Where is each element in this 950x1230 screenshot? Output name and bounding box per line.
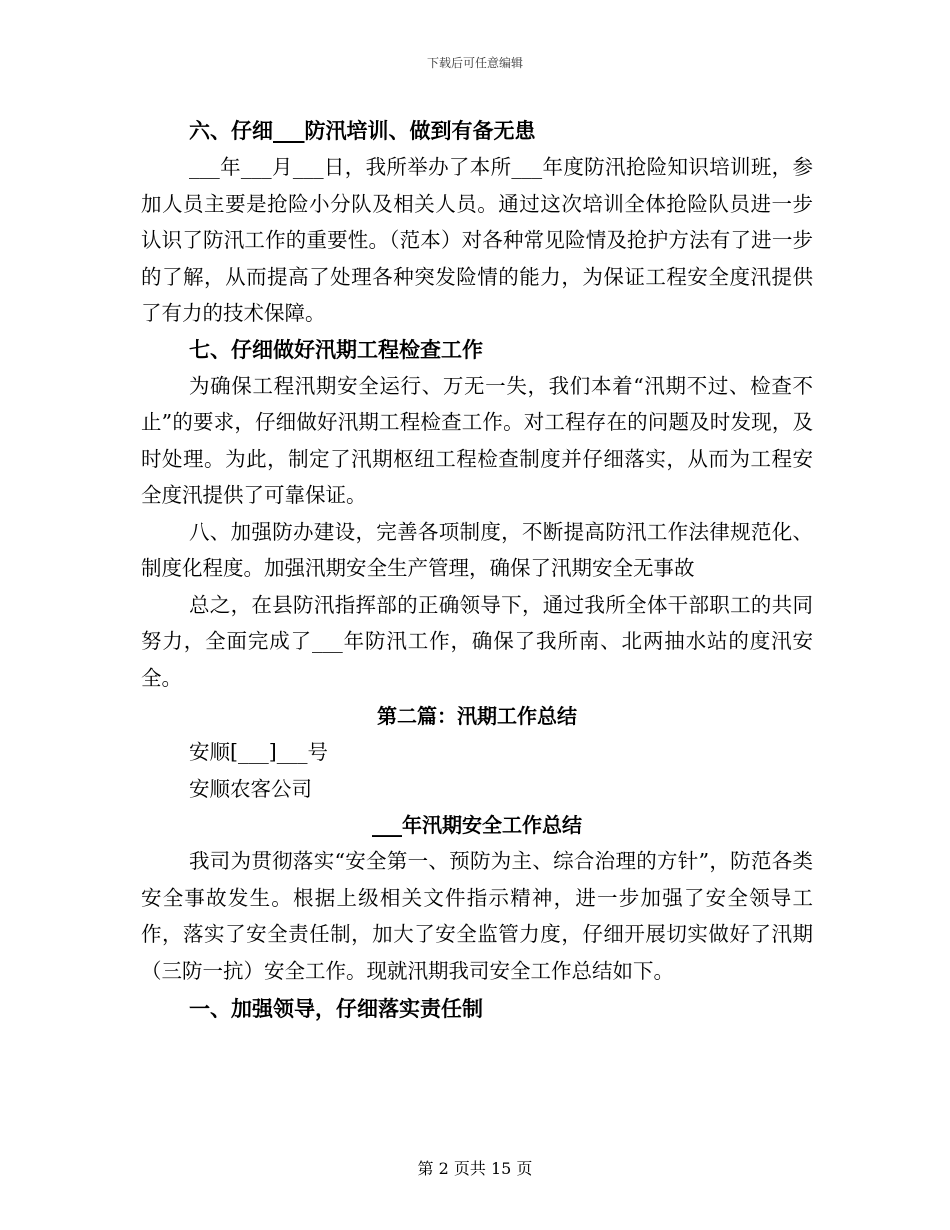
part-2-heading-1: 一、加强领导，仔细落实责任制: [189, 997, 483, 1021]
document-number: 安顺[___]___号: [189, 740, 328, 764]
part-2-title: 第二篇：汛期工作总结: [377, 704, 577, 728]
section-7-paragraph: 为确保工程汛期安全运行、万无一失，我们本着“汛期不过、检查不止”的要求，仔细做好汛期工程检查工作。对工程存在的问题及时发现，及时处理。为此，制定了汛期枢纽工程检查制度并仔细落实，从而为工程安全度汛提供了可靠保证。: [141, 373, 813, 507]
section-6-heading: 六、仔细___防汛培训、做到有备无患: [189, 119, 536, 143]
page-header: 下载后可任意编辑: [426, 56, 523, 70]
intro-paragraph: 我司为贯彻落实“安全第一、预防为主、综合治理的方针”，防范各类安全事故发生。根据上级相关文件指示精神，进一步加强了安全领导工作，落实了安全责任制，加大了安全监管力度，仔细开展切实做好了汛期（三防一抗）安全工作。现就汛期我司安全工作总结如下。: [141, 849, 813, 983]
page-footer: 第 2 页共 15 页: [417, 1159, 533, 1178]
document-body: [141, 113, 813, 1027]
company-name: 安顺农客公司: [189, 776, 312, 801]
conclusion-paragraph: 总之，在县防汛指挥部的正确领导下，通过我所全体干部职工的共同努力，全面完成了___年防汛工作，确保了我所南、北两抽水站的度汛安全。: [141, 592, 813, 690]
section-7-heading: 七、仔细做好汛期工程检查工作: [189, 337, 483, 362]
report-subtitle: ___年汛期安全工作总结: [372, 813, 582, 837]
section-8-paragraph: 八、加强防办建设，完善各项制度，不断提高防汛工作法律规范化、制度化程度。加强汛期安全生产管理，确保了汛期安全无事故: [141, 519, 813, 580]
section-6-paragraph: ___年___月___日，我所举办了本所___年度防汛抢险知识培训班，参加人员主要是抢险小分队及相关人员。通过这次培训全体抢险队员进一步认识了防汛工作的重要性。（范本）对各种常见险情及抢护方法有了进一步的了解，从而提高了处理各种突发险情的能力，为保证工程安全度汛提供了有力的技术保障。: [141, 155, 813, 325]
